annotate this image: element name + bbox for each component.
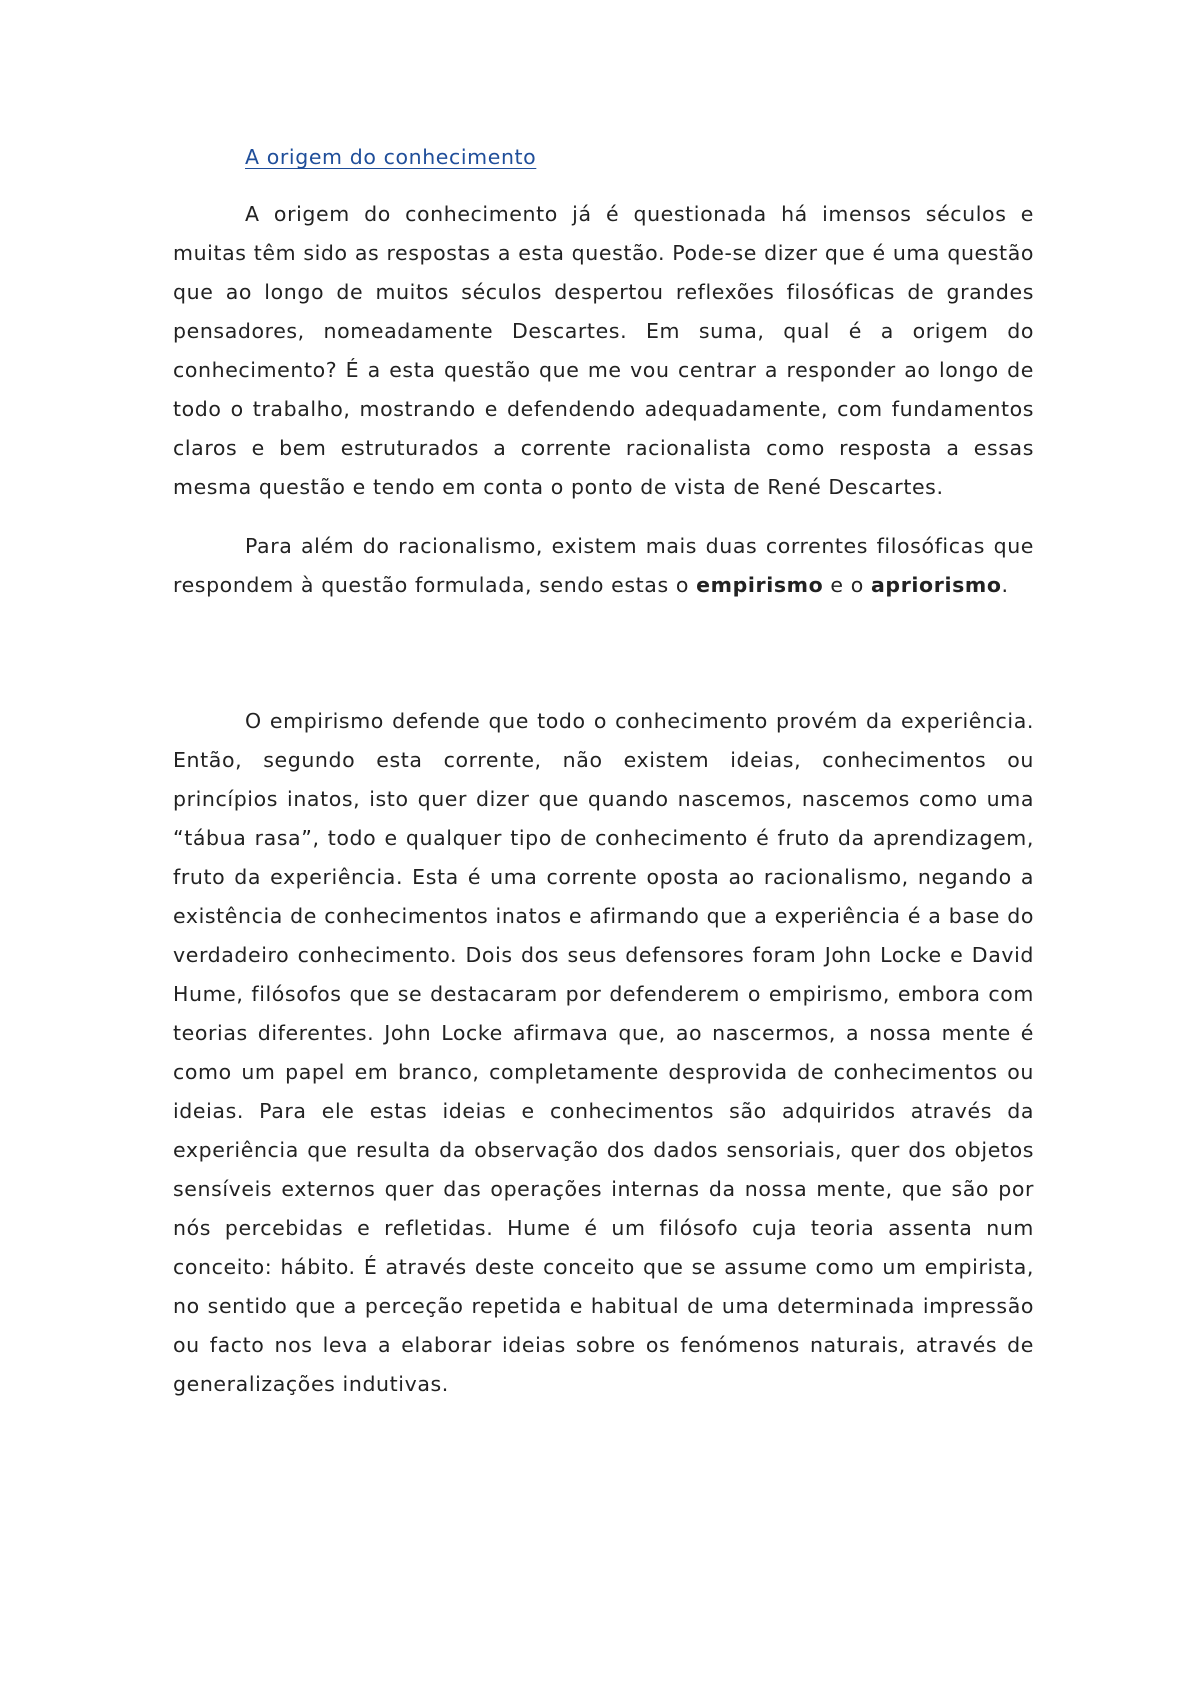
paragraph-currents [173, 527, 1034, 605]
document-title: A origem do conhecimento [245, 145, 537, 169]
paragraph-text: Para além do racionalismo, existem mais duas correntes filosóficas que respondem à questão formulada, sendo estas o [173, 534, 1034, 597]
paragraph-empirismo [173, 702, 1034, 1404]
paragraph-text: A origem do conhecimento já é questionada há imensos séculos e muitas têm sido as respostas a esta questão. Pode-se dizer que é uma questão que ao longo de muitos séculos despertou reflexões filosóficas de grandes pensadores, nomeadamente Descartes. Em suma, qual é a origem do conhecimento? É a esta questão que me vou centrar a responder ao longo de todo o trabalho, mostrando e defendendo adequadamente, com fundamentos claros e bem estruturados a corrente racionalista como resposta a essas mesma questão e tendo em conta o ponto de vista de René Descartes. [173, 202, 1034, 499]
paragraph-text: . [1001, 573, 1009, 597]
paragraph-text: e o [823, 573, 871, 597]
term-apriorismo: apriorismo [871, 573, 1002, 597]
document-body [173, 138, 1034, 1424]
term-empirismo: empirismo [696, 573, 824, 597]
paragraph-intro [173, 195, 1034, 507]
paragraph-text: O empirismo defende que todo o conhecimento provém da experiência. Então, segundo esta corrente, não existem ideias, conhecimentos ou princípios inatos, isto quer dizer que quando nascemos, nascemos como uma “tábua rasa”, todo e qualquer tipo de conhecimento é fruto da aprendizagem, fruto da experiência. Esta é uma corrente oposta ao racionalismo, negando a existência de conhecimentos inatos e afirmando que a experiência é a base do verdadeiro conhecimento. Dois dos seus defensores foram John Locke e David Hume, filósofos que se destacaram por defenderem o empirismo, embora com teorias diferentes. John Locke afirmava que, ao nascermos, a nossa mente é como um papel em branco, completamente desprovida de conhecimentos ou ideias. Para ele estas ideias e conhecimentos são adquiridos através da experiência que resulta da observação dos dados sensoriais, quer dos objetos sensíveis externos quer das operações internas da nossa mente, que são por nós percebidas e refletidas. Hume é um filósofo cuja teoria assenta num conceito: hábito. É através deste conceito que se assume como um empirista, no sentido que a perceção repetida e habitual de uma determinada impressão ou facto nos leva a elaborar ideias sobre os fenómenos naturais, através de generalizações indutivas. [173, 709, 1034, 1396]
